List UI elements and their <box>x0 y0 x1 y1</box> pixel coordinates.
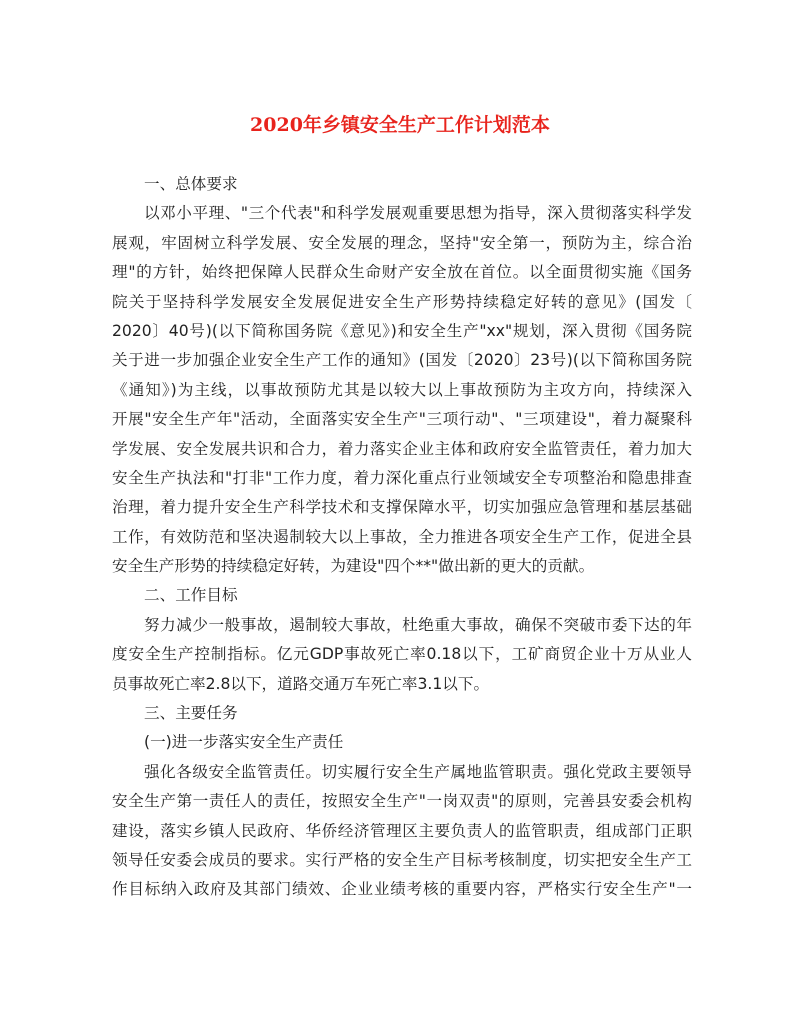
body-line: 以邓小平理、"三个代表"和科学发展观重要思想为指导，深入贯彻落实科学发 <box>144 204 692 223</box>
body-line: 度安全生产控制指标。亿元GDP事故死亡率0.18以下，工矿商贸企业十万从业人 <box>112 645 692 664</box>
body-line: 三、主要任务 <box>144 704 238 723</box>
body-line: 2020〕40号)(以下简称国务院《意见》)和安全生产"xx"规划，深入贯彻《国务院 <box>112 321 692 340</box>
document-body <box>112 170 692 905</box>
document-title: 2020年乡镇安全生产工作计划范本 <box>250 114 550 136</box>
body-line: 工作，有效防范和坚决遏制较大以上事故，全力推进各项安全生产工作，促进全县 <box>112 527 692 546</box>
body-line: 治理，着力提升安全生产科学技术和支撑保障水平，切实加强应急管理和基层基础 <box>112 498 692 517</box>
body-line: 《通知》)为主线，以事故预防尤其是以较大以上事故预防为主攻方向，持续深入 <box>112 380 692 399</box>
body-line: 员事故死亡率2.8以下，道路交通万车死亡率3.1以下。 <box>112 674 490 693</box>
body-line: 安全生产执法和"打非"工作力度，着力深化重点行业领域安全专项整治和隐患排查 <box>112 468 692 487</box>
body-line: 安全生产第一责任人的责任，按照安全生产"一岗双责"的原则，完善县安委会机构 <box>112 792 692 811</box>
body-line: 关于进一步加强企业安全生产工作的通知》(国发〔2020〕23号)(以下简称国务院 <box>112 351 692 370</box>
body-line: 开展"安全生产年"活动，全面落实安全生产"三项行动"、"三项建设"，着力凝聚科 <box>112 410 692 429</box>
body-line: 领导任安委会成员的要求。实行严格的安全生产目标考核制度，切实把安全生产工 <box>112 850 692 869</box>
body-line: 院关于坚持科学发展安全发展促进安全生产形势持续稳定好转的意见》(国发〔 <box>112 292 692 311</box>
body-line: 二、工作目标 <box>144 586 238 605</box>
body-line: 强化各级安全监管责任。切实履行安全生产属地监管职责。强化党政主要领导 <box>144 762 692 781</box>
body-line: 展观，牢固树立科学发展、安全发展的理念，坚持"安全第一，预防为主，综合治 <box>112 233 692 252</box>
body-line: 作目标纳入政府及其部门绩效、企业业绩考核的重要内容，严格实行安全生产"一 <box>112 880 692 899</box>
body-line: 安全生产形势的持续稳定好转，为建设"四个**"做出新的更大的贡献。 <box>112 557 595 576</box>
body-line: 建设，落实乡镇人民政府、华侨经济管理区主要负责人的监管职责，组成部门正职 <box>112 821 692 840</box>
body-line: 一、总体要求 <box>144 175 238 193</box>
body-line: 学发展、安全发展共识和合力，着力落实企业主体和政府安全监管责任，着力加大 <box>112 439 692 458</box>
body-line: (一)进一步落实安全生产责任 <box>144 733 344 752</box>
body-line: 努力减少一般事故，遏制较大事故，杜绝重大事故，确保不突破市委下达的年 <box>144 615 692 634</box>
body-line: 理"的方针，始终把保障人民群众生命财产安全放在首位。以全面贯彻实施《国务 <box>112 263 692 282</box>
